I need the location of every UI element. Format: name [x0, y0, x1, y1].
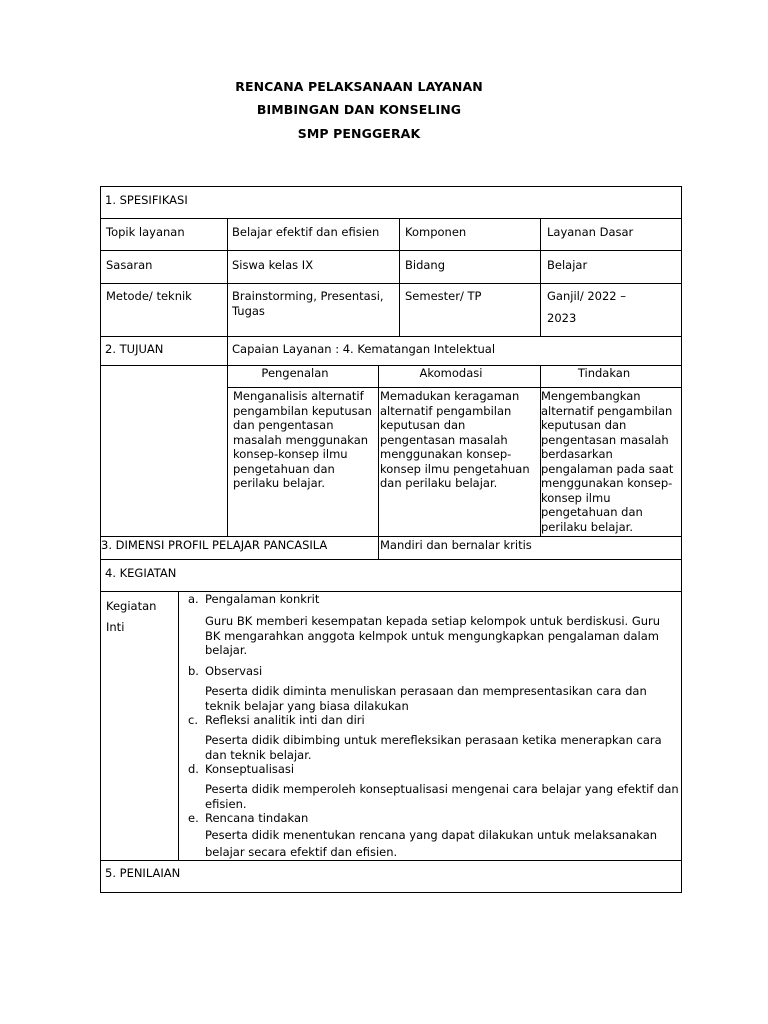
col-header-akomodasi: Akomodasi [419, 366, 483, 380]
penilaian-heading-cell [100, 860, 682, 893]
col-header-tindakan: Tindakan [577, 366, 631, 380]
semester-value-line2: 2023 [547, 311, 577, 325]
kegiatan-item-desc: Guru BK memberi kesempatan kepada setiap kelompok untuk berdiskusi. Guru BK mengarahkan anggota kelmpok untuk mengungkapkan pengalaman dalam belajar. [205, 614, 661, 657]
penilaian-heading: 5. PENILAIAN [105, 866, 181, 880]
topik-value: Belajar efektif dan efisien [232, 225, 380, 239]
kegiatan-item-title: Rencana tindakan [205, 811, 309, 825]
kegiatan-label-line2: Inti [106, 620, 125, 634]
kegiatan-item-marker: e. [188, 811, 199, 825]
tujuan-heading: 2. TUJUAN [105, 342, 164, 356]
doc-title-line3: SMP PENGGERAK [297, 126, 421, 141]
dimensi-heading: 3. DIMENSI PROFIL PELAJAR PANCASILA [101, 538, 328, 552]
kegiatan-item-marker: c. [188, 713, 198, 727]
tindakan-text: Mengembangkan alternatif pengambilan keputusan dan pengentasan masalah berdasarkan pengalaman pada saat menggunakan konsep-konsep ilmu pengetahuan dan perilaku belajar. [541, 389, 674, 534]
kegiatan-item-title: Konseptualisasi [205, 762, 295, 776]
kegiatan-item-desc: Peserta didik menentukan rencana yang dapat dilakukan untuk melaksanakan belajar secara efektif dan efisien. [205, 828, 658, 859]
doc-title-line2: BIMBINGAN DAN KONSELING [256, 102, 462, 117]
bidang-label: Bidang [405, 258, 446, 272]
kegiatan-label-line1: Kegiatan [106, 599, 157, 613]
tujuan-capaian: Capaian Layanan : 4. Kematangan Intelektual [232, 342, 496, 356]
col-header-pengenalan: Pengenalan [261, 366, 329, 380]
topik-label: Topik layanan [106, 225, 185, 239]
spesifikasi-heading: 1. SPESIFIKASI [105, 193, 188, 207]
metode-label: Metode/ teknik [106, 289, 192, 303]
kegiatan-item-marker: d. [188, 762, 199, 776]
semester-value-line1: Ganjil/ 2022 – [547, 289, 627, 303]
kegiatan-heading-cell [100, 559, 682, 592]
kegiatan-item-title: Observasi [205, 664, 263, 678]
kegiatan-item-desc: Peserta didik dibimbing untuk merefleksikan perasaan ketika menerapkan cara dan teknik belajar. [205, 733, 662, 762]
kegiatan-item-title: Refleksi analitik inti dan diri [205, 713, 365, 727]
kegiatan-item-desc: Peserta didik memperoleh konseptualisasi mengenai cara belajar yang efektif dan efisien. [205, 782, 679, 811]
pengenalan-text: Menganalisis alternatif pengambilan keputusan dan pengentasan masalah menggunakan konsep-konsep ilmu pengetahuan dan perilaku belajar. [233, 389, 372, 490]
doc-title-line1: RENCANA PELAKSANAAN LAYANAN [235, 79, 483, 94]
komponen-value: Layanan Dasar [547, 225, 634, 239]
komponen-label: Komponen [405, 225, 467, 239]
kegiatan-heading: 4. KEGIATAN [105, 566, 177, 580]
sasaran-value: Siswa kelas IX [232, 258, 314, 272]
kegiatan-item-desc: Peserta didik diminta menuliskan perasaan dan mempresentasikan cara dan teknik belajar yang biasa dilakukan [205, 684, 647, 713]
akomodasi-text: Memadukan keragaman alternatif pengambilan keputusan dan pengentasan masalah menggunakan konsep-konsep ilmu pengetahuan dan perilaku belajar. [380, 389, 530, 490]
tujuan-empty-cell [100, 365, 228, 537]
semester-label: Semester/ TP [405, 289, 482, 303]
kegiatan-item-title: Pengalaman konkrit [205, 592, 320, 606]
bidang-value: Belajar [547, 258, 588, 272]
dimensi-value: Mandiri dan bernalar kritis [380, 538, 532, 552]
metode-value: Brainstorming, Presentasi, Tugas [232, 289, 384, 318]
sasaran-label: Sasaran [106, 258, 153, 272]
kegiatan-item-marker: b. [188, 664, 199, 678]
kegiatan-item-marker: a. [188, 592, 199, 606]
